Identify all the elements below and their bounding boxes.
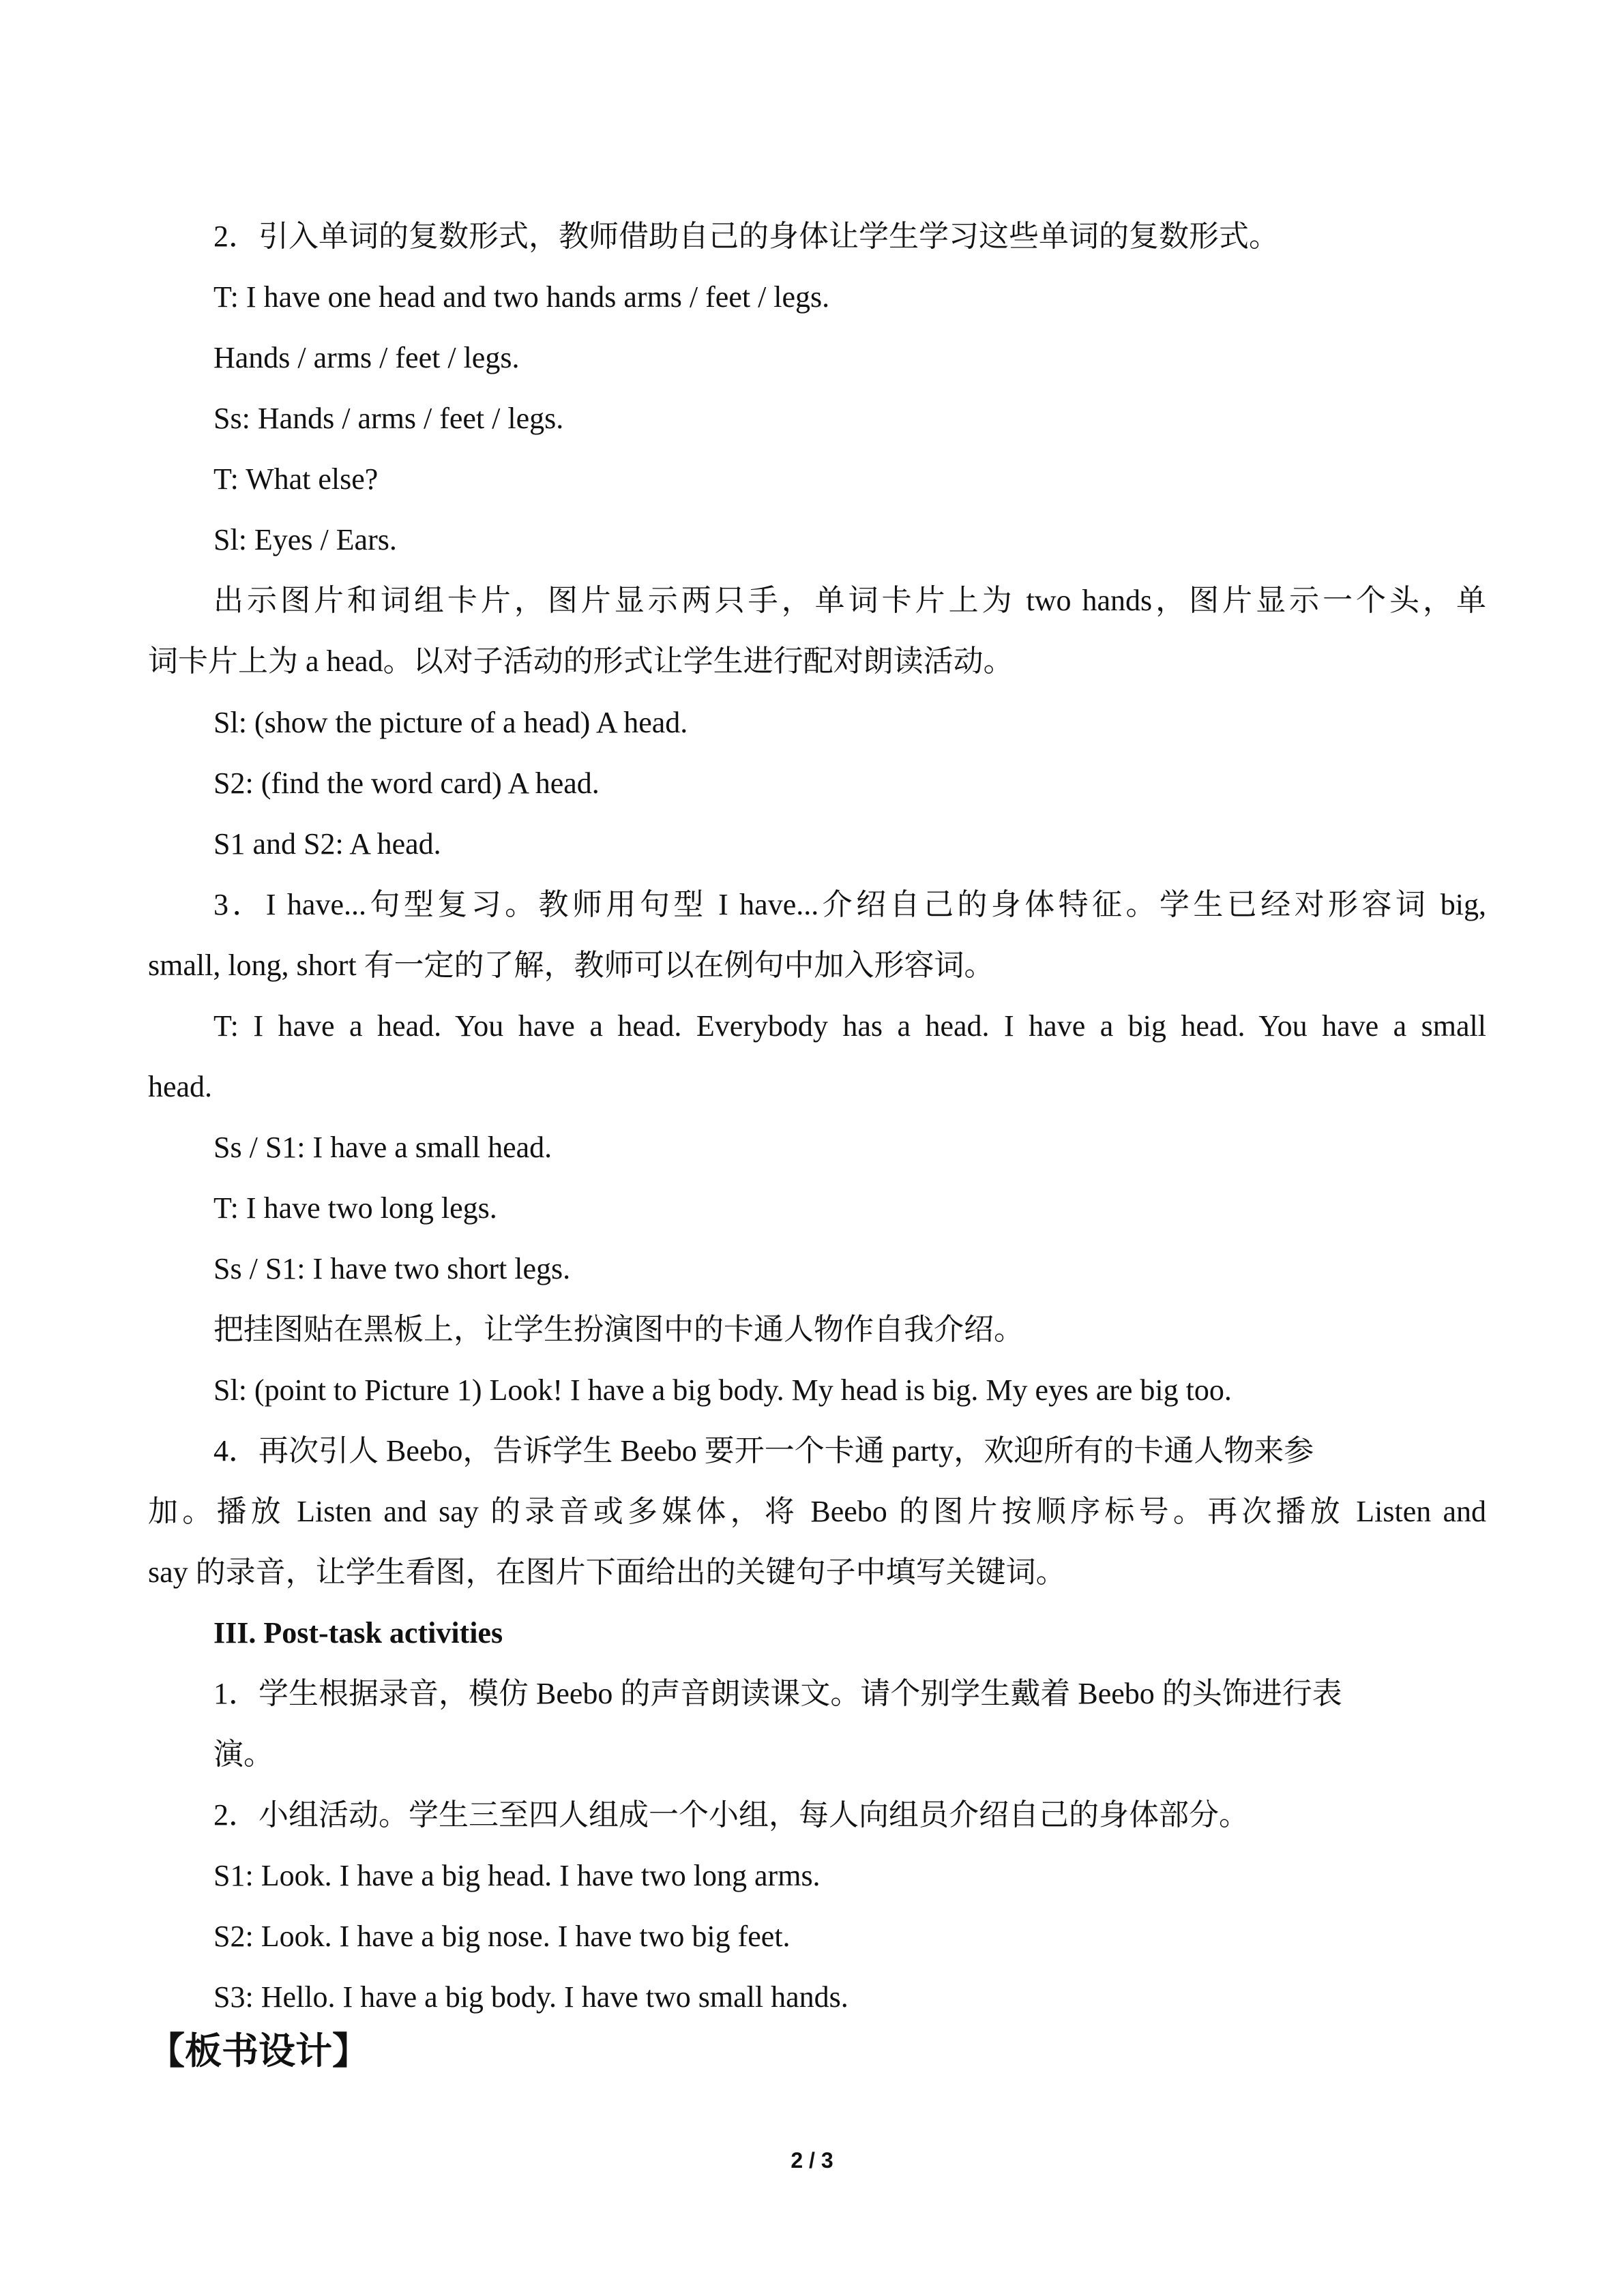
paragraph-line: Sl: (point to Picture 1) Look! I have a big body. My head is big. My eyes are big too.: [213, 1373, 1232, 1407]
paragraph-line: 加。播放 Listen and say 的录音或多媒体，将 Beebo 的图片按顺序标号。再次播放 Listen and: [148, 1495, 1486, 1528]
paragraph-line: Sl: Eyes / Ears.: [213, 523, 397, 556]
paragraph-line: 1．学生根据录音，模仿 Beebo 的声音朗读课文。请个别学生戴着 Beebo 的头饰进行表: [213, 1677, 1342, 1710]
paragraph-line: S2: Look. I have a big nose. I have two big feet.: [213, 1920, 791, 1953]
paragraph-line: say 的录音，让学生看图，在图片下面给出的关键句子中填写关键词。: [148, 1555, 1066, 1589]
paragraph-line: Sl: (show the picture of a head) A head.: [213, 706, 688, 739]
paragraph-line: T: I have a head. You have a head. Everybody has a head. I have a big head. You have a small: [213, 1009, 1486, 1043]
paragraph-line: Ss / S1: I have a small head.: [213, 1131, 552, 1164]
paragraph-line: Ss: Hands / arms / feet / legs.: [213, 402, 564, 435]
paragraph-line: 4．再次引人 Beebo，告诉学生 Beebo 要开一个卡通 party，欢迎所有的卡通人物来参: [213, 1434, 1314, 1467]
paragraph-line: 把挂图贴在黑板上，让学生扮演图中的卡通人物作自我介绍。: [213, 1313, 1024, 1346]
paragraph-line: 出示图片和词组卡片，图片显示两只手，单词卡片上为 two hands，图片显示一个头，单: [213, 584, 1486, 617]
paragraph-line: 词卡片上为 a head。以对子活动的形式让学生进行配对朗读活动。: [148, 644, 1014, 678]
paragraph-line: 2．引入单词的复数形式，教师借助自己的身体让学生学习这些单词的复数形式。: [213, 220, 1279, 253]
section-heading: 【板书设计】: [148, 2029, 369, 2072]
paragraph-line: Hands / arms / feet / legs.: [213, 341, 520, 374]
paragraph-line: T: I have two long legs.: [213, 1191, 497, 1225]
paragraph-line: S3: Hello. I have a big body. I have two small hands.: [213, 1980, 848, 2014]
paragraph-line: small, long, short 有一定的了解，教师可以在例句中加入形容词。: [148, 949, 994, 982]
paragraph-line: S2: (find the word card) A head.: [213, 766, 600, 800]
paragraph-line: T: What else?: [213, 462, 379, 496]
paragraph-line: 2．小组活动。学生三至四人组成一个小组，每人向组员介绍自己的身体部分。: [213, 1798, 1249, 1832]
paragraph-line: 3．I have...句型复习。教师用句型 I have...介绍自己的身体特征。学生已经对形容词 big,: [213, 888, 1486, 921]
section-subheading: III. Post-task activities: [213, 1616, 503, 1650]
paragraph-line: S1 and S2: A head.: [213, 827, 441, 861]
paragraph-line: 演。: [213, 1738, 274, 1771]
paragraph-line: T: I have one head and two hands arms / feet / legs.: [213, 280, 830, 314]
paragraph-line: head.: [148, 1070, 213, 1103]
page-number: 2 / 3: [791, 2148, 833, 2173]
paragraph-line: S1: Look. I have a big head. I have two long arms.: [213, 1859, 821, 1892]
paragraph-line: Ss / S1: I have two short legs.: [213, 1252, 571, 1285]
